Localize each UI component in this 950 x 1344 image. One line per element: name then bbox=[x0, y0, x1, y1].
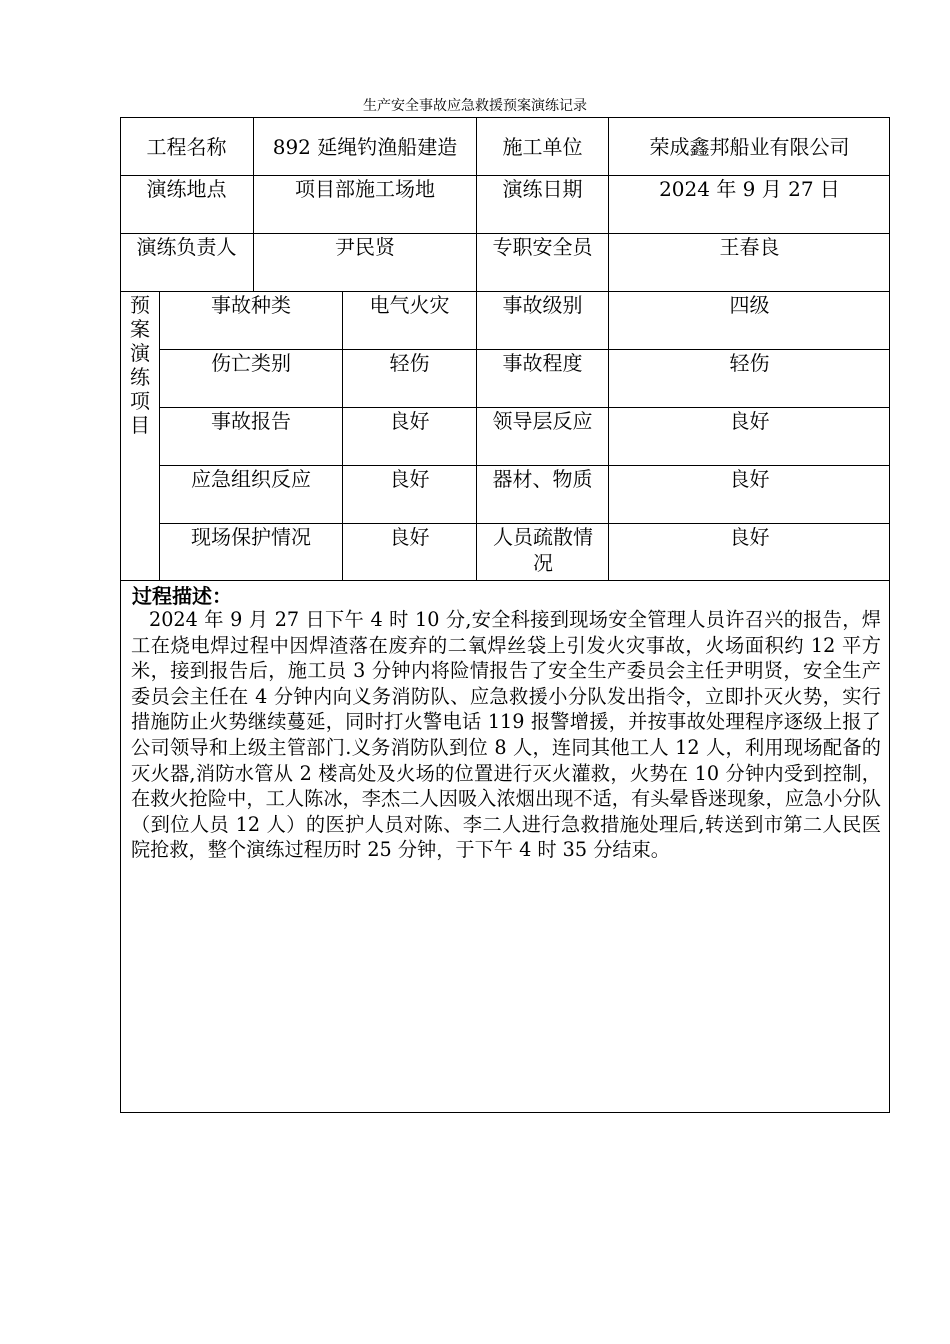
plan-items-section-label bbox=[120, 293, 160, 437]
project-name-value: 892 延绳钓渔船建造 bbox=[272, 135, 458, 159]
plan-item-value: 轻伤 bbox=[389, 351, 430, 375]
section-label-char: 练 bbox=[130, 365, 150, 389]
plan-item-value: 良好 bbox=[389, 467, 430, 491]
plan-item-label: 伤亡类别 bbox=[211, 351, 291, 375]
plan-item-value: 轻伤 bbox=[729, 351, 770, 375]
plan-item-label: 事故报告 bbox=[211, 409, 291, 433]
section-label-char: 项 bbox=[130, 389, 150, 413]
contractor-label: 施工单位 bbox=[502, 135, 583, 159]
plan-item-label: 事故级别 bbox=[502, 293, 583, 317]
drill-leader-label: 演练负责人 bbox=[136, 235, 237, 259]
plan-item-value: 良好 bbox=[729, 409, 770, 433]
drill-location-label: 演练地点 bbox=[146, 177, 227, 201]
safety-officer-value: 王春良 bbox=[719, 235, 780, 259]
row-divider bbox=[120, 580, 890, 581]
drill-leader-value: 尹民贤 bbox=[335, 235, 395, 259]
plan-item-label: 现场保护情况 bbox=[191, 525, 311, 549]
plan-item-value: 良好 bbox=[729, 467, 770, 491]
plan-item-label: 人员疏散情况 bbox=[493, 525, 593, 575]
plan-item-label: 应急组织反应 bbox=[191, 467, 311, 491]
section-label-char: 目 bbox=[130, 413, 150, 437]
safety-officer-label: 专职安全员 bbox=[492, 235, 593, 259]
drill-date-label: 演练日期 bbox=[502, 177, 583, 201]
plan-item-label: 事故程度 bbox=[502, 351, 583, 375]
drill-location-value: 项目部施工场地 bbox=[295, 177, 435, 201]
process-description-label: 过程描述： bbox=[132, 584, 232, 608]
plan-item-value: 良好 bbox=[389, 409, 430, 433]
process-description-text: 2024 年 9 月 27 日下午 4 时 10 分,安全科接到现场安全管理人员许召兴的报告，焊工在烧电焊过程中因焊渣落在废弃的二氧焊丝袋上引发火灾事故，火场面积约 12 平方米，接到报告后，施工员 3 分钟内将险情报告了安全生产委员会主任尹明贤，安全生产委员会主任在 4 分钟内向义务消防队、应急救援小分队发出指令，立即扑灭火势，实行措施防止火势继续蔓延，同时打火警电话 119 报警增援，并按事故处理程序逐级上报了公司领导和上级主管部门.义务消防队到位 8 人，连同其他工人 12 人，利用现场配备的灭火器,消防水管从 2 楼高处及火场的位置进行灭火灌救，火势在 10 分钟内受到控制，在救火抢险中，工人陈冰，李杰二人因吸入浓烟出现不适，有头晕昏迷现象，应急小分队（到位人员 12 人）的医护人员对陈、李二人进行急救措施处理后,转送到市第二人民医院抢救，整个演练过程历时 25 分钟，于下午 4 时 35 分结束。 bbox=[131, 608, 881, 862]
section-label-char: 案 bbox=[130, 317, 150, 341]
plan-item-label: 事故种类 bbox=[211, 293, 291, 317]
plan-item-value: 四级 bbox=[729, 293, 770, 317]
project-name-label: 工程名称 bbox=[146, 135, 227, 159]
contractor-value: 荣成鑫邦船业有限公司 bbox=[649, 135, 850, 159]
drill-date-value: 2024 年 9 月 27 日 bbox=[659, 177, 840, 201]
plan-item-value: 良好 bbox=[389, 525, 430, 549]
section-label-char: 预 bbox=[130, 293, 150, 317]
document-title: 生产安全事故应急救援预案演练记录 bbox=[363, 98, 587, 114]
section-label-char: 演 bbox=[130, 341, 150, 365]
plan-item-label: 器材、物质 bbox=[492, 467, 593, 491]
plan-item-value: 电气火灾 bbox=[369, 293, 450, 317]
plan-item-value: 良好 bbox=[729, 525, 770, 549]
plan-item-label: 领导层反应 bbox=[492, 409, 593, 433]
